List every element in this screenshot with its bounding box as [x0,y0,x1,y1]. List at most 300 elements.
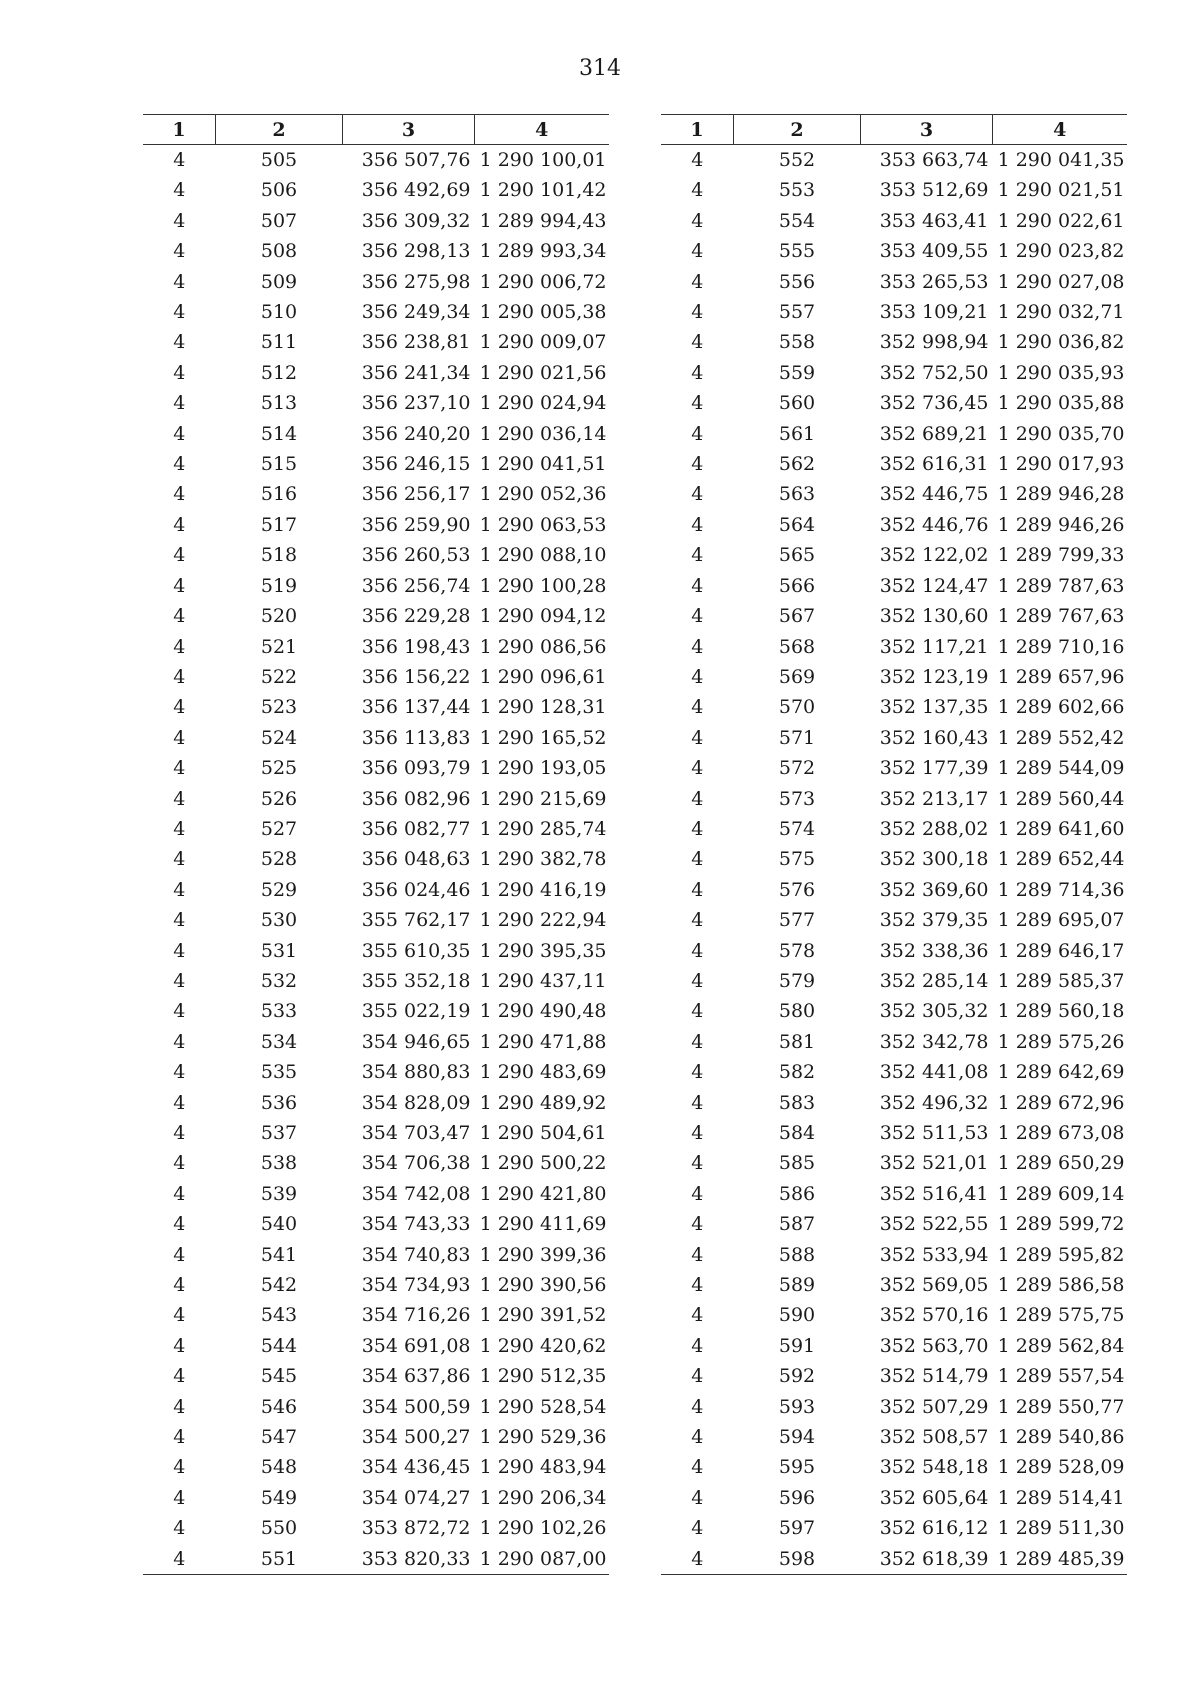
table-row [143,875,609,905]
point-number-cell: 559 [778,361,816,384]
table-row [661,327,1127,357]
x-coordinate-cell: 352 736,45 [879,392,989,415]
x-coordinate-cell: 352 137,35 [879,696,989,719]
table-row [143,1483,609,1513]
y-coordinate-cell: 1 289 586,58 [997,1274,1125,1297]
y-coordinate-cell: 1 290 102,26 [479,1517,607,1540]
point-number-cell: 510 [260,301,298,324]
zone-cell: 4 [691,1091,704,1114]
x-coordinate-cell: 356 246,15 [361,453,471,476]
y-coordinate-cell: 1 290 483,94 [479,1456,607,1479]
x-coordinate-cell: 356 082,96 [361,787,471,810]
y-coordinate-cell: 1 289 946,28 [997,483,1125,506]
zone-cell: 4 [173,1243,186,1266]
x-coordinate-cell: 352 124,47 [879,574,989,597]
zone-cell: 4 [691,757,704,780]
y-coordinate-cell: 1 289 673,08 [997,1122,1125,1144]
point-number-cell: 516 [260,483,298,506]
table-row [143,1513,609,1543]
y-coordinate-cell: 1 289 641,60 [997,817,1125,840]
point-number-cell: 545 [260,1365,298,1388]
x-coordinate-cell: 356 048,63 [361,848,471,871]
y-coordinate-cell: 1 289 650,29 [997,1152,1125,1175]
point-number-cell: 535 [260,1061,298,1084]
table-row [661,419,1127,449]
x-coordinate-cell: 356 237,10 [361,392,471,415]
table-row [143,1118,609,1148]
point-number-cell: 578 [778,939,816,962]
point-number-cell: 596 [778,1486,816,1509]
x-coordinate-cell: 352 130,60 [879,605,989,628]
table-row [143,510,609,540]
point-number-cell: 568 [778,635,816,658]
zone-cell: 4 [691,1395,704,1418]
point-number-cell: 534 [260,1030,298,1053]
zone-cell: 4 [173,969,186,992]
table-row [661,1452,1127,1482]
y-coordinate-cell: 1 290 086,56 [479,635,607,658]
x-coordinate-cell: 356 229,28 [361,605,471,628]
zone-cell: 4 [173,1395,186,1418]
y-coordinate-cell: 1 290 094,12 [479,605,607,628]
x-coordinate-cell: 352 618,39 [861,1544,993,1575]
table-row [661,358,1127,388]
point-number-cell: 563 [778,483,816,506]
x-coordinate-cell: 353 663,74 [879,149,989,171]
table-row [661,905,1127,935]
point-number-cell: 573 [778,787,816,810]
x-coordinate-cell: 352 548,18 [879,1456,989,1479]
point-number-cell: 597 [778,1517,816,1540]
table-row [143,540,609,570]
x-coordinate-cell: 355 762,17 [361,909,471,932]
y-coordinate-cell: 1 289 799,33 [997,544,1125,567]
zone-cell: 4 [691,605,704,628]
y-coordinate-cell: 1 290 399,36 [479,1243,607,1266]
y-coordinate-cell: 1 290 490,48 [479,1000,607,1023]
zone-cell: 4 [691,665,704,688]
x-coordinate-cell: 352 123,19 [879,665,989,688]
point-number-cell: 590 [778,1304,816,1327]
y-coordinate-cell: 1 289 511,30 [997,1517,1125,1540]
point-number-cell: 577 [778,909,816,932]
point-number-cell: 586 [778,1182,816,1205]
point-number-cell: 529 [260,878,298,901]
point-number-cell: 564 [778,513,816,536]
x-coordinate-cell: 352 752,50 [879,361,989,384]
point-number-cell: 508 [260,240,298,263]
point-number-cell: 554 [778,209,816,232]
point-number-cell: 570 [778,696,816,719]
table-row [661,1027,1127,1057]
point-number-cell: 580 [778,1000,816,1023]
x-coordinate-cell: 354 880,83 [361,1061,471,1084]
x-coordinate-cell: 353 820,33 [343,1544,475,1575]
point-number-cell: 591 [778,1334,816,1357]
x-coordinate-cell: 356 241,34 [361,361,471,384]
zone-cell: 4 [173,939,186,962]
point-number-cell: 533 [260,1000,298,1023]
table-row [143,479,609,509]
zone-cell: 4 [691,848,704,871]
y-coordinate-cell: 1 290 391,52 [479,1304,607,1327]
x-coordinate-cell: 352 369,60 [879,878,989,901]
x-coordinate-cell: 352 213,17 [879,787,989,810]
point-number-cell: 553 [778,179,816,202]
zone-cell: 4 [173,1000,186,1023]
y-coordinate-cell: 1 290 088,10 [479,544,607,567]
point-number-cell: 540 [260,1213,298,1236]
point-number-cell: 598 [734,1544,861,1575]
point-number-cell: 511 [260,331,298,354]
y-coordinate-cell: 1 290 027,08 [997,270,1125,293]
table-header-row [661,115,1127,145]
point-number-cell: 520 [260,605,298,628]
x-coordinate-cell: 352 342,78 [879,1030,989,1053]
table-row [143,844,609,874]
y-coordinate-cell: 1 289 562,84 [997,1334,1125,1357]
x-coordinate-cell: 352 305,32 [879,1000,989,1023]
table-row [143,632,609,662]
x-coordinate-cell: 352 521,01 [879,1152,989,1175]
table-row [661,784,1127,814]
table-row [661,206,1127,236]
x-coordinate-cell: 352 300,18 [879,848,989,871]
y-coordinate-cell: 1 290 500,22 [479,1152,607,1175]
table-row [143,388,609,418]
zone-cell: 4 [691,1030,704,1053]
x-coordinate-cell: 352 379,35 [879,909,989,932]
table-row [143,1088,609,1118]
y-coordinate-cell: 1 290 489,92 [479,1091,607,1114]
x-coordinate-cell: 356 259,90 [361,513,471,536]
point-number-cell: 537 [260,1122,298,1144]
y-coordinate-cell: 1 290 063,53 [479,513,607,536]
table-row [661,1148,1127,1178]
point-number-cell: 522 [260,665,298,688]
zone-cell: 4 [173,1517,186,1540]
y-coordinate-cell: 1 290 437,11 [479,969,607,992]
zone-cell: 4 [691,909,704,932]
y-coordinate-cell: 1 289 550,77 [997,1395,1125,1418]
zone-cell: 4 [691,1122,704,1144]
point-number-cell: 526 [260,787,298,810]
y-coordinate-cell: 1 290 128,31 [479,696,607,719]
zone-cell: 4 [173,1213,186,1236]
x-coordinate-cell: 352 122,02 [879,544,989,567]
x-coordinate-cell: 352 507,29 [879,1395,989,1418]
table-row [661,1513,1127,1543]
y-coordinate-cell: 1 289 714,36 [997,878,1125,901]
zone-cell: 4 [173,544,186,567]
y-coordinate-cell: 1 290 100,01 [479,149,607,171]
table-row [143,358,609,388]
table-row [661,1361,1127,1391]
y-coordinate-cell: 1 290 087,00 [475,1544,609,1575]
zone-cell: 4 [691,969,704,992]
column-header-4: 4 [475,115,609,145]
point-number-cell: 555 [778,240,816,263]
y-coordinate-cell: 1 289 993,34 [479,240,607,263]
zone-cell: 4 [691,1426,704,1449]
y-coordinate-cell: 1 290 021,51 [997,179,1125,202]
x-coordinate-cell: 354 740,83 [361,1243,471,1266]
point-number-cell: 587 [778,1213,816,1236]
zone-cell: 4 [173,392,186,415]
zone-cell: 4 [691,787,704,810]
point-number-cell: 588 [778,1243,816,1266]
x-coordinate-cell: 354 716,26 [361,1304,471,1327]
zone-cell: 4 [173,361,186,384]
zone-cell: 4 [661,1544,734,1575]
point-number-cell: 558 [778,331,816,354]
x-coordinate-cell: 352 522,55 [879,1213,989,1236]
table-row [661,1209,1127,1239]
y-coordinate-cell: 1 290 041,35 [997,149,1125,171]
column-header-2: 2 [734,115,861,145]
point-number-cell: 524 [260,726,298,749]
x-coordinate-cell: 353 265,53 [879,270,989,293]
table-row [661,388,1127,418]
column-header-4: 4 [993,115,1127,145]
zone-cell: 4 [691,1456,704,1479]
y-coordinate-cell: 1 290 165,52 [479,726,607,749]
x-coordinate-cell: 354 691,08 [361,1334,471,1357]
table-row [661,1057,1127,1087]
point-number-cell: 542 [260,1274,298,1297]
table-row [661,297,1127,327]
table-row [661,267,1127,297]
point-number-cell: 594 [778,1426,816,1449]
point-number-cell: 561 [778,422,816,445]
point-number-cell: 507 [260,209,298,232]
y-coordinate-cell: 1 289 552,42 [997,726,1125,749]
y-coordinate-cell: 1 289 544,09 [997,757,1125,780]
point-number-cell: 579 [778,969,816,992]
y-coordinate-cell: 1 289 695,07 [997,909,1125,932]
table-row [143,601,609,631]
y-coordinate-cell: 1 290 023,82 [997,240,1125,263]
zone-cell: 4 [173,209,186,232]
zone-cell: 4 [173,1426,186,1449]
y-coordinate-cell: 1 290 420,62 [479,1334,607,1357]
table-row [661,175,1127,205]
y-coordinate-cell: 1 290 035,93 [997,361,1125,384]
zone-cell: 4 [691,878,704,901]
table-row [661,875,1127,905]
point-number-cell: 505 [260,149,298,171]
x-coordinate-cell: 354 743,33 [361,1213,471,1236]
y-coordinate-cell: 1 289 514,41 [997,1486,1125,1509]
table-row [143,784,609,814]
point-number-cell: 560 [778,392,816,415]
table-row [143,1209,609,1239]
zone-cell: 4 [173,848,186,871]
table-row [143,175,609,205]
zone-cell: 4 [691,301,704,324]
table-row [661,510,1127,540]
y-coordinate-cell: 1 289 560,18 [997,1000,1125,1023]
point-number-cell: 521 [260,635,298,658]
x-coordinate-cell: 352 446,75 [879,483,989,506]
point-number-cell: 589 [778,1274,816,1297]
table-row [143,1300,609,1330]
zone-cell: 4 [691,574,704,597]
point-number-cell: 532 [260,969,298,992]
x-coordinate-cell: 356 137,44 [361,696,471,719]
y-coordinate-cell: 1 290 021,56 [479,361,607,384]
page-number: 314 [579,56,621,81]
table-row [143,996,609,1026]
point-number-cell: 536 [260,1091,298,1114]
point-number-cell: 569 [778,665,816,688]
y-coordinate-cell: 1 290 032,71 [997,301,1125,324]
x-coordinate-cell: 356 275,98 [361,270,471,293]
x-coordinate-cell: 354 500,59 [361,1395,471,1418]
zone-cell: 4 [173,574,186,597]
x-coordinate-cell: 354 637,86 [361,1365,471,1388]
x-coordinate-cell: 356 113,83 [361,726,471,749]
point-number-cell: 585 [778,1152,816,1175]
zone-cell: 4 [173,757,186,780]
zone-cell: 4 [173,270,186,293]
point-number-cell: 581 [778,1030,816,1053]
table-row [661,1392,1127,1422]
zone-cell: 4 [173,635,186,658]
x-coordinate-cell: 352 496,32 [879,1091,989,1114]
table-row [143,1148,609,1178]
x-coordinate-cell: 352 516,41 [879,1182,989,1205]
table-row [143,1361,609,1391]
x-coordinate-cell: 354 706,38 [361,1152,471,1175]
table-row [143,753,609,783]
zone-cell: 4 [173,1091,186,1114]
point-number-cell: 517 [260,513,298,536]
table-row [661,540,1127,570]
y-coordinate-cell: 1 289 787,63 [997,574,1125,597]
point-number-cell: 547 [260,1426,298,1449]
point-number-cell: 538 [260,1152,298,1175]
y-coordinate-cell: 1 289 646,17 [997,939,1125,962]
zone-cell: 4 [691,696,704,719]
table-row [661,145,1127,176]
table-row [143,206,609,236]
zone-cell: 4 [173,179,186,202]
x-coordinate-cell: 352 160,43 [879,726,989,749]
zone-cell: 4 [691,149,704,171]
zone-cell: 4 [691,1243,704,1266]
y-coordinate-cell: 1 290 006,72 [479,270,607,293]
zone-cell: 4 [691,240,704,263]
zone-cell: 4 [173,1274,186,1297]
column-header-1: 1 [143,115,216,145]
x-coordinate-cell: 352 446,76 [879,513,989,536]
zone-cell: 4 [173,1365,186,1388]
y-coordinate-cell: 1 290 382,78 [479,848,607,871]
x-coordinate-cell: 356 238,81 [361,331,471,354]
x-coordinate-cell: 353 109,21 [879,301,989,324]
point-number-cell: 509 [260,270,298,293]
table-row [143,236,609,266]
x-coordinate-cell: 356 249,34 [361,301,471,324]
zone-cell: 4 [691,1152,704,1175]
table-row [661,1544,1127,1575]
zone-cell: 4 [173,696,186,719]
x-coordinate-cell: 356 298,13 [361,240,471,263]
x-coordinate-cell: 356 240,20 [361,422,471,445]
y-coordinate-cell: 1 290 416,19 [479,878,607,901]
x-coordinate-cell: 352 569,05 [879,1274,989,1297]
table-row [661,1422,1127,1452]
table-row [661,1331,1127,1361]
table-header-row [143,115,609,145]
point-number-cell: 567 [778,605,816,628]
table-row [143,571,609,601]
zone-cell: 4 [173,513,186,536]
y-coordinate-cell: 1 289 994,43 [479,209,607,232]
y-coordinate-cell: 1 290 222,94 [479,909,607,932]
zone-cell: 4 [691,453,704,476]
point-number-cell: 519 [260,574,298,597]
table-row [143,1392,609,1422]
y-coordinate-cell: 1 290 022,61 [997,209,1125,232]
table-row [661,1088,1127,1118]
x-coordinate-cell: 352 514,79 [879,1365,989,1388]
x-coordinate-cell: 354 946,65 [361,1030,471,1053]
x-coordinate-cell: 352 616,12 [879,1517,989,1540]
y-coordinate-cell: 1 289 585,37 [997,969,1125,992]
zone-cell: 4 [173,787,186,810]
point-number-cell: 565 [778,544,816,567]
x-coordinate-cell: 354 734,93 [361,1274,471,1297]
y-coordinate-cell: 1 290 193,05 [479,757,607,780]
column-header-1: 1 [661,115,734,145]
y-coordinate-cell: 1 290 421,80 [479,1182,607,1205]
zone-cell: 4 [173,1334,186,1357]
table-body-left [143,145,609,1575]
y-coordinate-cell: 1 290 528,54 [479,1395,607,1418]
point-number-cell: 575 [778,848,816,871]
table-row [143,449,609,479]
table-row [661,236,1127,266]
x-coordinate-cell: 352 570,16 [879,1304,989,1327]
table-row [661,966,1127,996]
y-coordinate-cell: 1 290 036,82 [997,331,1125,354]
zone-cell: 4 [691,1304,704,1327]
y-coordinate-cell: 1 290 100,28 [479,574,607,597]
x-coordinate-cell: 352 998,94 [879,331,989,354]
zone-cell: 4 [173,909,186,932]
table-row [661,936,1127,966]
table-body-right [661,145,1127,1575]
x-coordinate-cell: 355 610,35 [361,939,471,962]
point-number-cell: 544 [260,1334,298,1357]
y-coordinate-cell: 1 290 285,74 [479,817,607,840]
y-coordinate-cell: 1 289 575,75 [997,1304,1125,1327]
table-row [143,905,609,935]
x-coordinate-cell: 353 463,41 [879,209,989,232]
y-coordinate-cell: 1 290 024,94 [479,392,607,415]
table-row [143,723,609,753]
y-coordinate-cell: 1 289 560,44 [997,787,1125,810]
y-coordinate-cell: 1 289 652,44 [997,848,1125,871]
coordinates-table-left [143,114,609,1575]
x-coordinate-cell: 352 689,21 [879,422,989,445]
y-coordinate-cell: 1 289 528,09 [997,1456,1125,1479]
point-number-cell: 582 [778,1061,816,1084]
zone-cell: 4 [691,544,704,567]
zone-cell: 4 [173,1304,186,1327]
